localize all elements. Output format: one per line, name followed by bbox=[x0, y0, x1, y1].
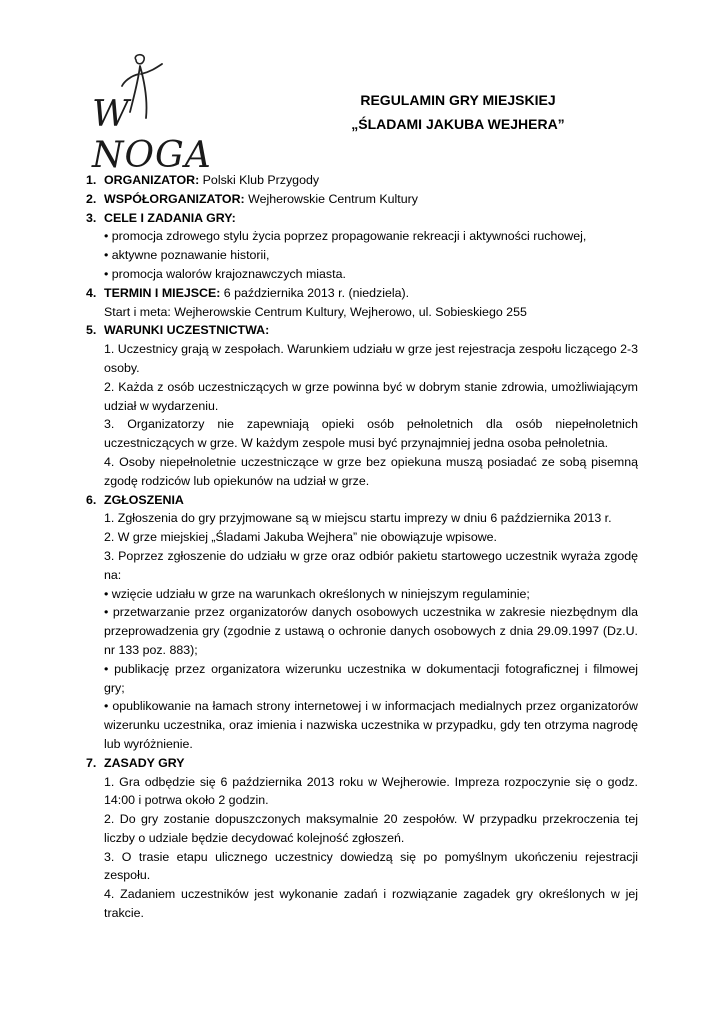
section-paragraph: 4. Osoby niepełnoletnie uczestniczące w grze bez opiekuna muszą posiadać ze sobą pisemną zgodę rodziców lub opiekunów na udział w grze. bbox=[104, 454, 638, 488]
section-number: 7. bbox=[86, 755, 97, 770]
section-heading bbox=[104, 171, 638, 190]
section-paragraph: 2. Do gry zostanie dopuszczonych maksymalnie 20 zespołów. W przypadku przekroczenia tej liczby o udziale będzie decydować kolejność zgłoszeń. bbox=[104, 812, 638, 845]
section-label: ZGŁOSZENIA bbox=[104, 492, 184, 507]
section-paragraph: 3. Organizatorzy nie zapewniają opieki osób pełnoletnich dla osób niepełnoletnich uczestniczących w grze. W każdym zespole musi być przynajmniej jedna osoba pełnoletnia. bbox=[104, 417, 638, 451]
section-paragraph: Start i meta: Wejherowskie Centrum Kultury, Wejherowo, ul. Sobieskiego 255 bbox=[104, 304, 527, 319]
section-label: CELE I ZADANIA GRY: bbox=[104, 210, 236, 225]
section-label: ORGANIZATOR: bbox=[104, 173, 200, 187]
section-label: TERMIN I MIEJSCE: bbox=[104, 285, 221, 300]
section-2 bbox=[86, 190, 638, 209]
section-heading bbox=[104, 491, 638, 510]
section-paragraph: • promocja walorów krajoznawczych miasta. bbox=[104, 266, 346, 281]
section-value: Wejherowskie Centrum Kultury bbox=[244, 191, 418, 206]
title-line-2: „ŚLADAMI JAKUBA WEJHERA” bbox=[351, 116, 565, 132]
section-paragraph: 3. O trasie etapu ulicznego uczestnicy dowiedzą się po pomyślnym ukończeniu rejestracji zespołu. bbox=[104, 849, 638, 883]
section-paragraph: • opublikowanie na łamach strony internetowej i w informacjach medialnych przez organizatorów wizerunku uczestnika, oraz imienia i nazwiska uczestnika w przypadku, gdy ten otrzyma nagrodę lub wyróżnienie. bbox=[104, 699, 638, 751]
section-paragraph: 1. Uczestnicy grają w zespołach. Warunkiem udziału w grze jest rejestracja zespołu liczącego 2-3 osoby. bbox=[104, 342, 638, 375]
section-paragraph: • promocja zdrowego stylu życia poprzez propagowanie rekreacji i aktywności ruchowej, bbox=[104, 229, 587, 244]
section-5 bbox=[86, 321, 638, 490]
regulation-body bbox=[86, 171, 638, 923]
section-number: 1. bbox=[86, 173, 97, 187]
section-heading bbox=[104, 284, 638, 303]
section-number: 3. bbox=[86, 210, 97, 225]
section-6 bbox=[86, 491, 638, 754]
section-heading bbox=[104, 754, 638, 773]
section-paragraph: • aktywne poznawanie historii, bbox=[104, 248, 270, 263]
section-label: WARUNKI UCZESTNICTWA: bbox=[104, 323, 270, 338]
section-number: 2. bbox=[86, 191, 97, 206]
section-paragraph: 2. W grze miejskiej „Śladami Jakuba Wejhera” nie obowiązuje wpisowe. bbox=[104, 530, 497, 545]
title-line-1: REGULAMIN GRY MIEJSKIEJ bbox=[360, 92, 556, 108]
logo bbox=[92, 52, 252, 176]
section-number: 4. bbox=[86, 285, 97, 300]
logo-text: W NOGA bbox=[92, 94, 212, 176]
document-title bbox=[338, 88, 578, 136]
section-paragraph: 1. Zgłoszenia do gry przyjmowane są w miejscu startu imprezy w dniu 6 października 2013 r. bbox=[104, 511, 612, 526]
section-heading bbox=[104, 209, 638, 228]
section-paragraph: 4. Zadaniem uczestników jest wykonanie zadań i rozwiązanie zagadek gry określonych w jej trakcie. bbox=[104, 887, 638, 921]
section-label: ZASADY GRY bbox=[104, 755, 185, 770]
section-3 bbox=[86, 209, 638, 284]
section-heading bbox=[104, 321, 638, 340]
section-heading bbox=[104, 190, 638, 209]
section-paragraph: • wzięcie udziału w grze na warunkach określonych w niniejszym regulaminie; bbox=[104, 586, 530, 601]
section-paragraph: 3. Poprzez zgłoszenie do udziału w grze oraz odbiór pakietu startowego uczestnik wyraża zgodę na: bbox=[104, 548, 638, 582]
section-4 bbox=[86, 284, 638, 322]
section-value: 6 października 2013 r. (niedziela). bbox=[220, 285, 410, 300]
section-paragraph: • przetwarzanie przez organizatorów danych osobowych uczestnika w zakresie niezbędnym dla przeprowadzenia gry (zgodnie z ustawą o ochronie danych osobowych z dnia 29.09.1997 (Dz.U. nr 133 poz. 883); bbox=[104, 605, 638, 657]
section-number: 5. bbox=[86, 323, 97, 338]
section-paragraph: 1. Gra odbędzie się 6 października 2013 roku w Wejherowie. Impreza rozpoczynie się o godz. 14:00 i potrwa około 2 godzin. bbox=[104, 774, 638, 808]
section-7 bbox=[86, 754, 638, 923]
section-value: Polski Klub Przygody bbox=[199, 173, 320, 187]
section-number: 6. bbox=[86, 492, 97, 507]
section-label: WSPÓŁORGANIZATOR: bbox=[104, 191, 245, 206]
section-paragraph: • publikację przez organizatora wizerunku uczestnika w dokumentacji fotograficznej i filmowej gry; bbox=[104, 661, 638, 695]
section-1 bbox=[86, 171, 638, 190]
section-paragraph: 2. Każda z osób uczestniczących w grze powinna być w dobrym stanie zdrowia, umożliwiającym udział w wydarzeniu. bbox=[104, 379, 638, 413]
